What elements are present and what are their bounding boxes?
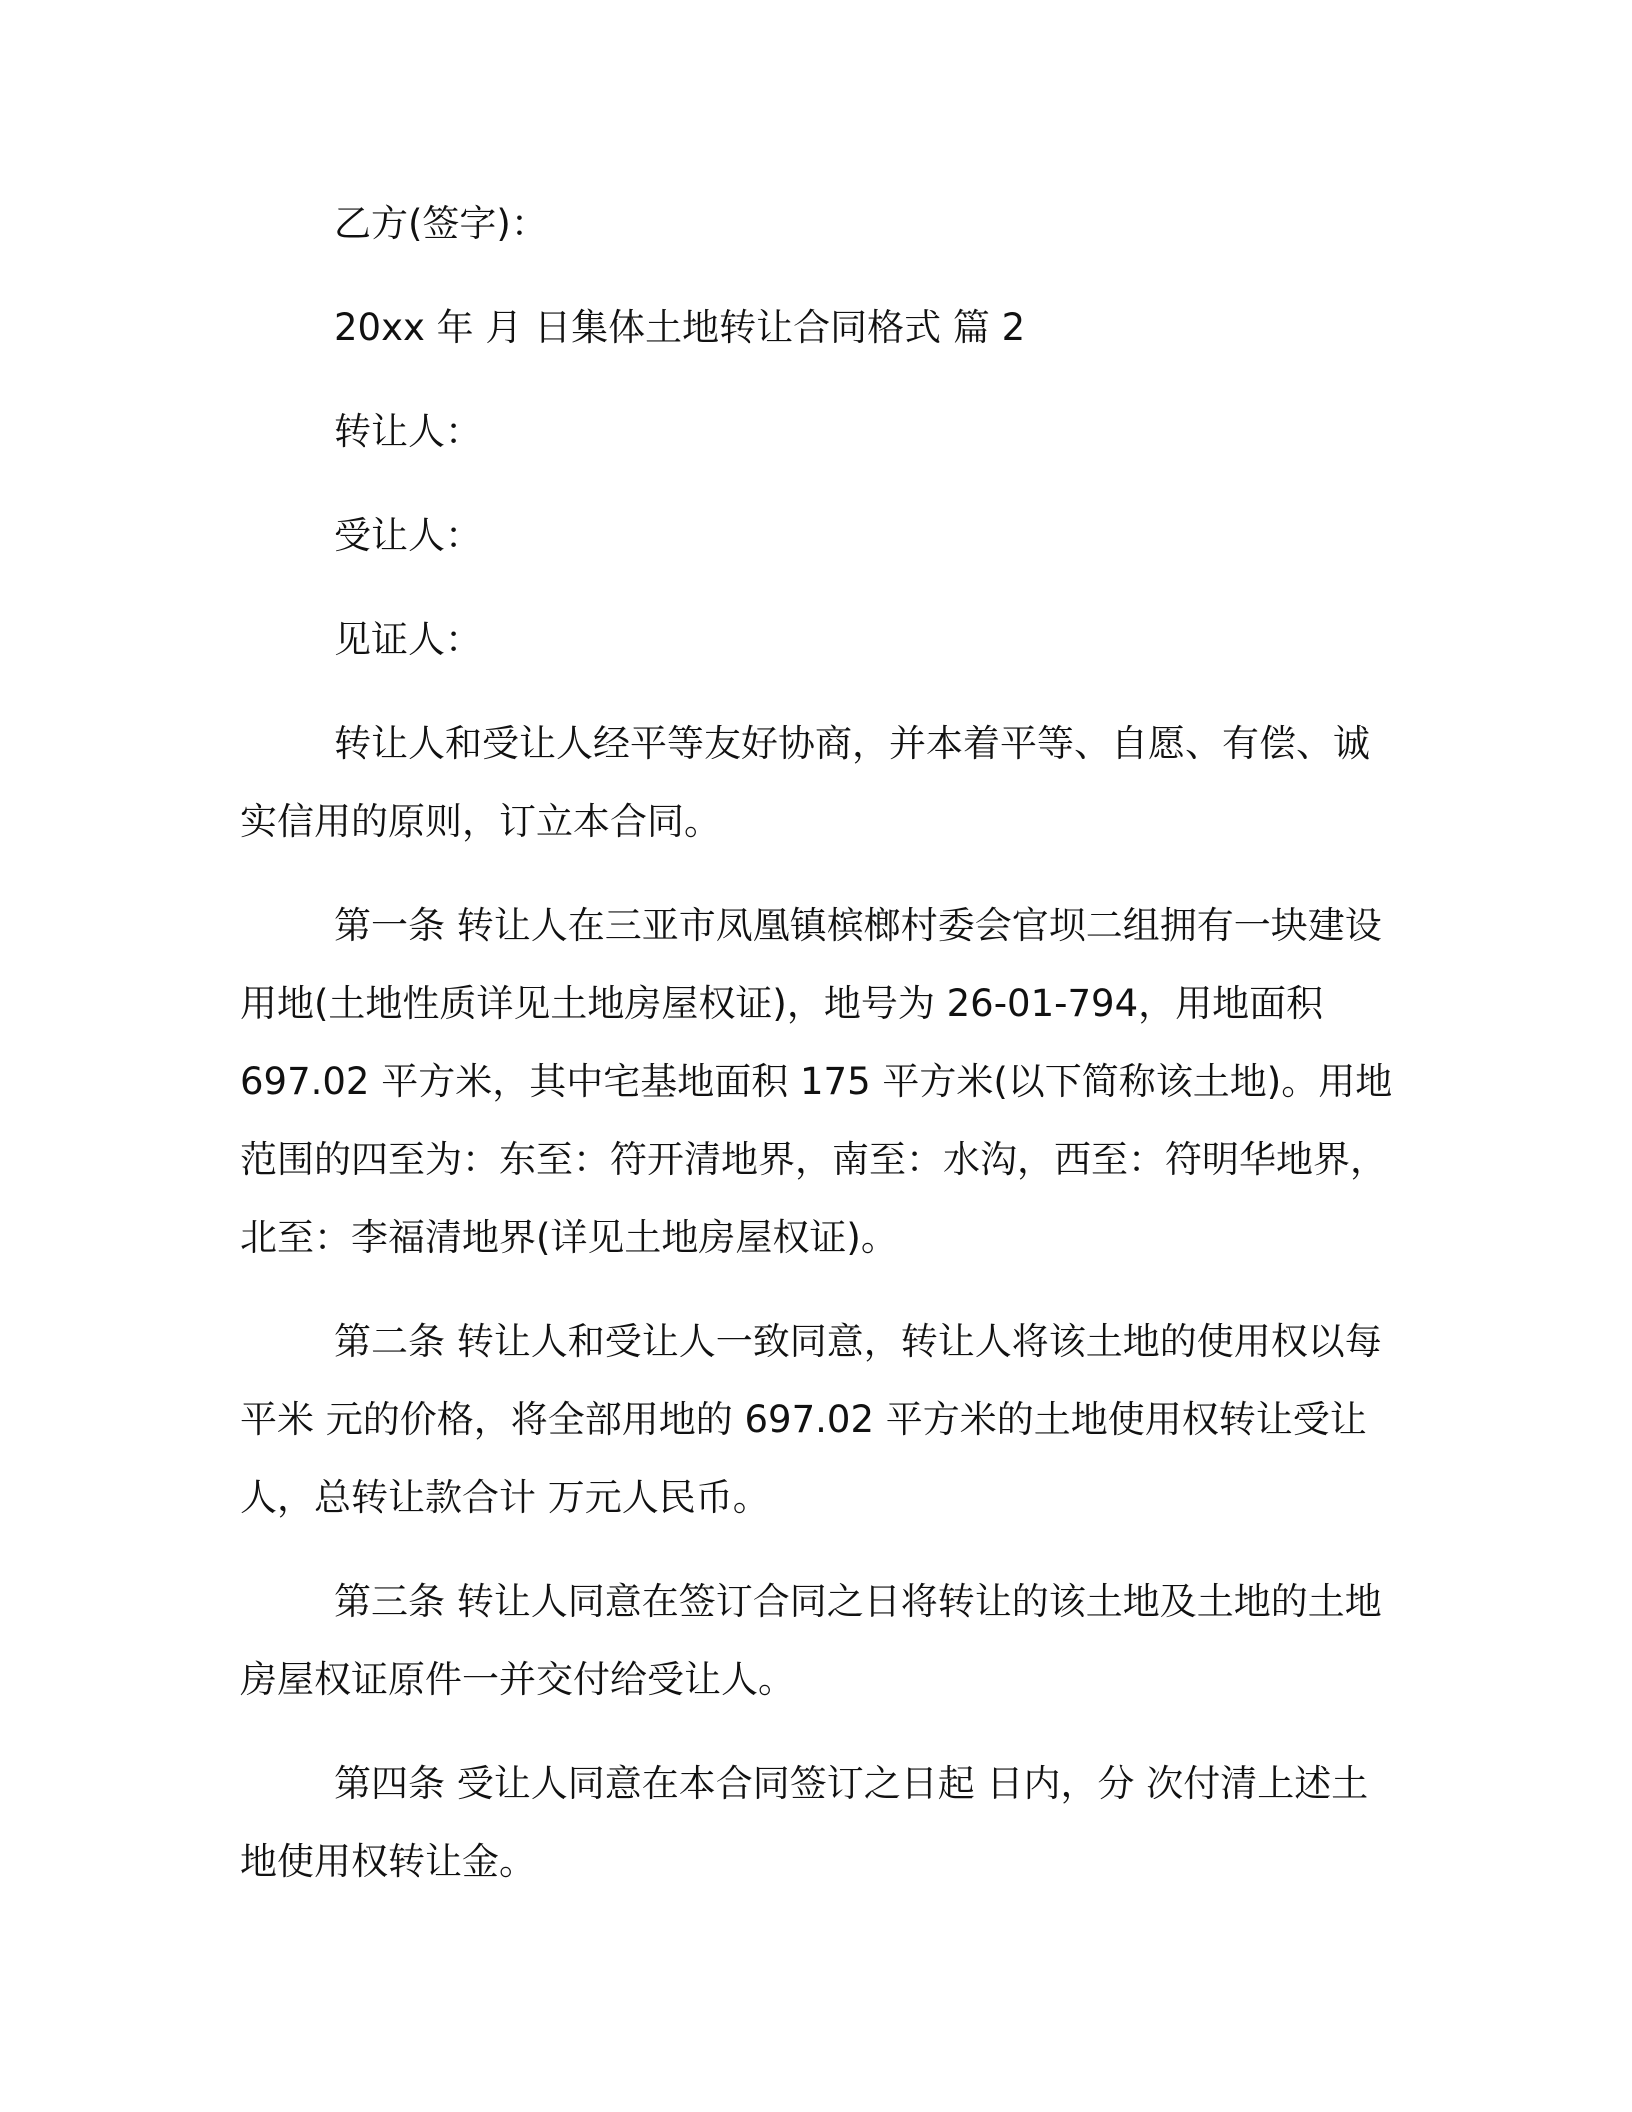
intro-line-2: 实信用的原则，订立本合同。: [240, 800, 721, 843]
date-title-line: 20xx 年 月 日集体土地转让合同格式 篇 2: [334, 306, 1026, 349]
transferee-label: 受让人：: [334, 514, 482, 557]
article-3-line-2: 房屋权证原件一并交付给受让人。: [240, 1658, 795, 1701]
document-body: [240, 185, 1393, 1901]
article-1-paragraph: [240, 887, 1393, 1277]
article-2-line-2: 平米 元的价格，将全部用地的 697.02 平方米的土地使用权转让受让: [240, 1398, 1367, 1441]
article-2-line-1: 第二条 转让人和受让人一致同意，转让人将该土地的使用权以每: [334, 1320, 1382, 1363]
witness-label: 见证人：: [334, 618, 482, 661]
transferor-label: 转让人：: [334, 410, 482, 453]
article-1-line-4: 范围的四至为：东至：符开清地界，南至：水沟，西至：符明华地界，: [240, 1138, 1387, 1181]
intro-line-1: 转让人和受让人经平等友好协商，并本着平等、自愿、有偿、诚: [334, 722, 1370, 765]
article-3-line-1: 第三条 转让人同意在签订合同之日将转让的该土地及土地的土地: [334, 1580, 1382, 1623]
article-1-line-5: 北至：李福清地界(详见土地房屋权证)。: [240, 1216, 898, 1259]
article-1-line-2: 用地(土地性质详见土地房屋权证)，地号为 26-01-794，用地面积: [240, 982, 1324, 1025]
article-4-line-2: 地使用权转让金。: [240, 1840, 536, 1883]
article-1-line-1: 第一条 转让人在三亚市凤凰镇槟榔村委会官坝二组拥有一块建设: [334, 904, 1382, 947]
signature-line: 乙方(签字)：: [334, 202, 548, 245]
article-2-line-3: 人，总转让款合计 万元人民币。: [240, 1476, 770, 1519]
article-1-line-3: 697.02 平方米，其中宅基地面积 175 平方米(以下简称该土地)。用地: [240, 1060, 1393, 1103]
article-3-paragraph: [240, 1563, 1380, 1719]
article-4-paragraph: [240, 1745, 1380, 1901]
article-4-line-1: 第四条 受让人同意在本合同签订之日起 日内，分 次付清上述土: [334, 1762, 1369, 1805]
intro-paragraph: [240, 705, 1380, 861]
article-2-paragraph: [240, 1303, 1380, 1537]
